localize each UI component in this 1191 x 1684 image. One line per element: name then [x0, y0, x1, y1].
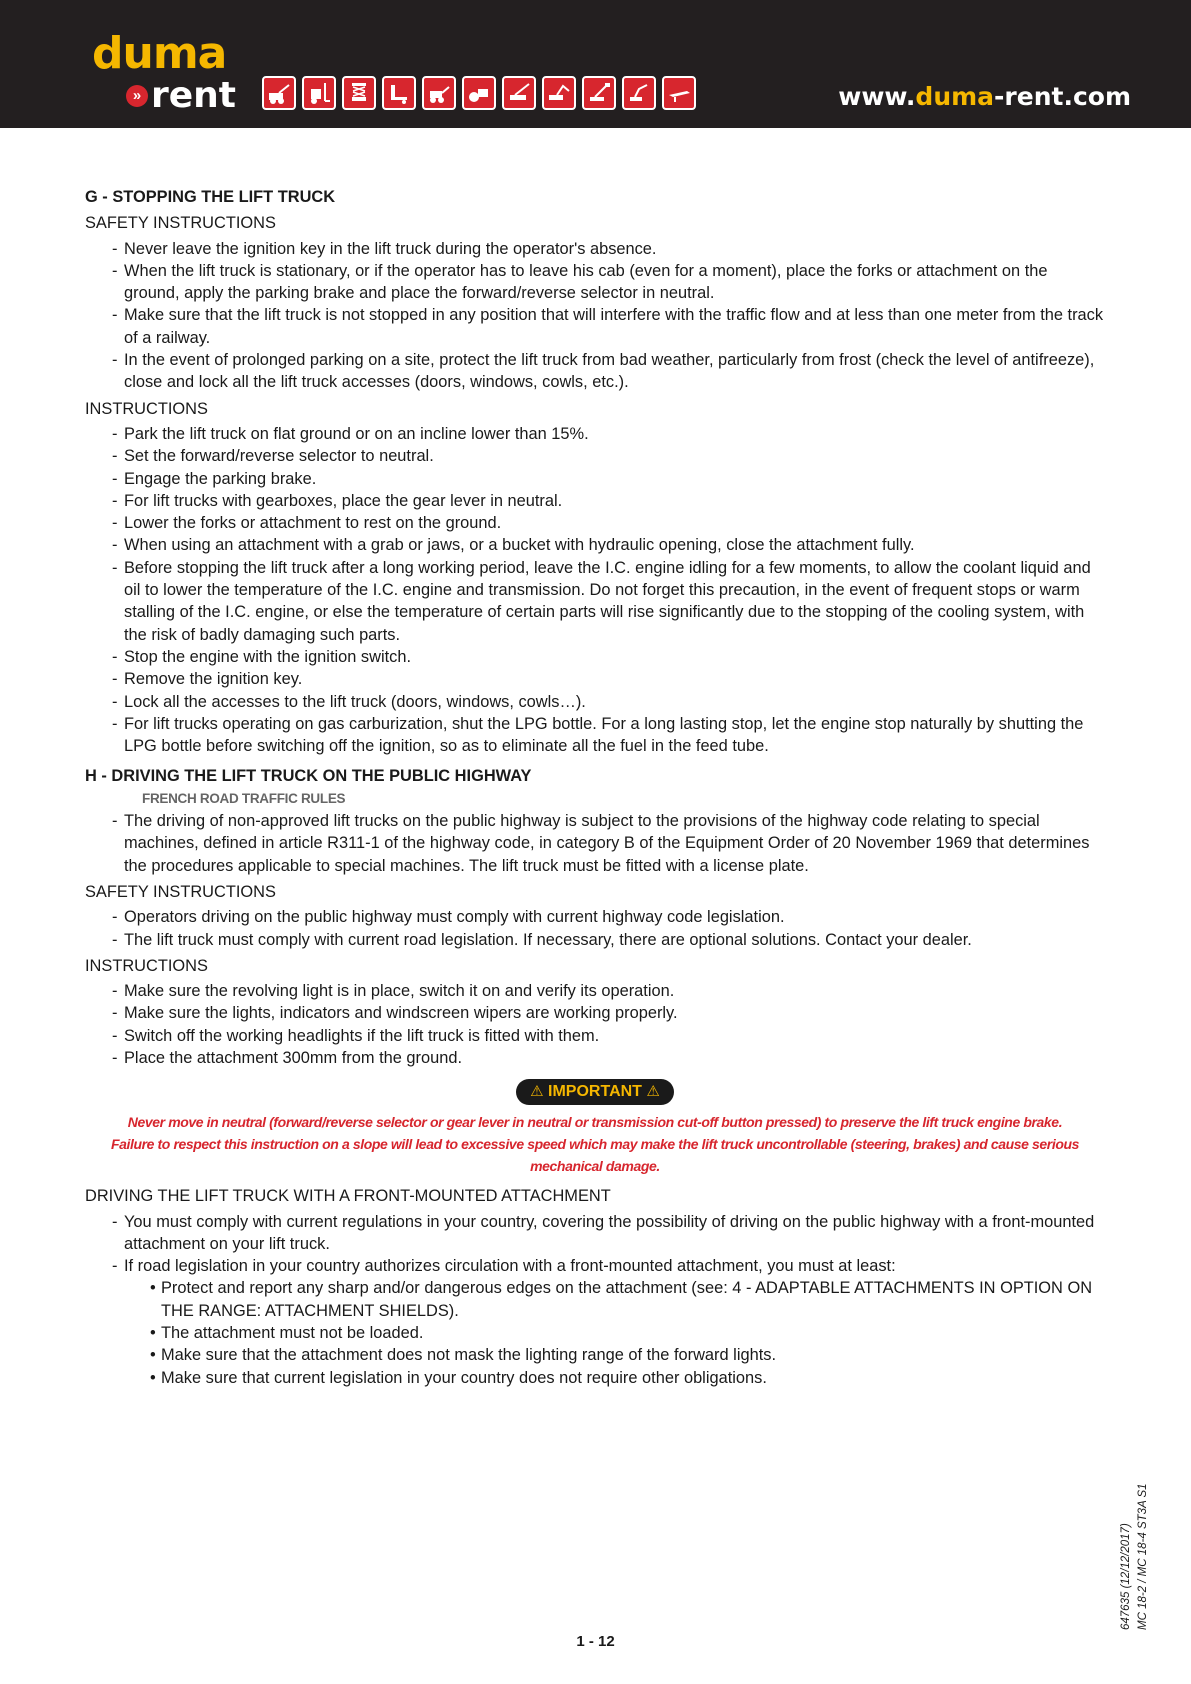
section-g-title: G - STOPPING THE LIFT TRUCK	[85, 188, 336, 206]
list-item: - Lock all the accesses to the lift truck (doors, windows, cowls…).	[112, 691, 1105, 713]
page-number: 1 - 12	[576, 1633, 615, 1650]
document-reference: 647635 (12/12/2017) MC 18-2 / MC 18-4 ST3A S1	[1120, 1483, 1149, 1630]
front-attachment-list	[112, 1211, 1105, 1389]
machine-icons-strip	[262, 76, 696, 112]
warning-triangle-icon: ⚠	[646, 1083, 660, 1101]
section-g-safety-label: SAFETY INSTRUCTIONS	[85, 214, 276, 233]
logo-rent-text: rent	[151, 75, 237, 116]
list-item: - You must comply with current regulations in your country, covering the possibility of driving on the public highway with a front-mounted attachment on your lift truck.	[112, 1211, 1105, 1256]
list-item: • Make sure that the attachment does not mask the lighting range of the forward lights.	[150, 1344, 1105, 1366]
section-g-instructions-list	[112, 423, 1105, 757]
list-item: - When using an attachment with a grab or jaws, or a bucket with hydraulic opening, close the attachment fully.	[112, 534, 1105, 556]
warning-text: Never move in neutral (forward/reverse selector or gear lever in neutral or transmission cut-off button pressed) to preserve the lift truck engine brake. Failure to respect this instruction on a slope will lead to excessive speed which may make the lift truck uncontrollable (steering, brakes) and cause serious mechanical damage.	[110, 1114, 1080, 1175]
compactor-icon	[462, 76, 496, 110]
list-item: - In the event of prolonged parking on a site, protect the lift truck from bad weather, particularly from frost (check the level of antifreeze), close and lock all the lift truck accesses (doors, windows, cowls, etc.).	[112, 349, 1105, 394]
french-rules-list	[112, 810, 1105, 877]
forklift-icon	[302, 76, 336, 110]
boom-lift-icon	[582, 76, 616, 110]
section-h-instructions-label: INSTRUCTIONS	[85, 956, 208, 975]
list-item: - The lift truck must comply with current road legislation. If necessary, there are optional solutions. Contact your dealer.	[112, 929, 1105, 951]
list-item: - Park the lift truck on flat ground or on an incline lower than 15%.	[112, 423, 1105, 445]
section-h-title: H - DRIVING THE LIFT TRUCK ON THE PUBLIC HIGHWAY	[85, 767, 532, 786]
list-item: - For lift trucks operating on gas carburization, shut the LPG bottle. For a long lasting stop, let the engine stop naturally by shutting the LPG bottle before switching off the ignition, so as to eliminate all the fuel in the feed tube.	[112, 713, 1105, 758]
front-attachment-label: DRIVING THE LIFT TRUCK WITH A FRONT-MOUNTED ATTACHMENT	[85, 1187, 611, 1206]
list-item: - Switch off the working headlights if the lift truck is fitted with them.	[112, 1025, 1105, 1047]
list-item: - The driving of non-approved lift trucks on the public highway is subject to the provisions of the highway code relating to special machines, defined in article R311-1 of the highway code, in category B of the Equipment Order of 20 November 1969 that determines the procedures applicable to special machines. The lift truck must be fitted with a license plate.	[112, 810, 1105, 877]
scissor-lift-icon	[342, 76, 376, 110]
list-item: - Remove the ignition key.	[112, 668, 1105, 690]
section-h-instructions-list	[112, 980, 1105, 1069]
telehandler-icon	[262, 76, 296, 110]
warning-triangle-icon: ⚠	[530, 1083, 544, 1101]
backhoe-icon	[422, 76, 456, 110]
list-item: - Operators driving on the public highway must comply with current highway code legislation.	[112, 906, 1105, 928]
logo-chevron-icon: »	[126, 85, 148, 107]
duma-rent-logo	[92, 28, 242, 116]
list-item: - Make sure the lights, indicators and windscreen wipers are working properly.	[112, 1002, 1105, 1024]
skid-icon	[662, 76, 696, 110]
list-item: - Never leave the ignition key in the lift truck during the operator's absence.	[112, 238, 1105, 260]
section-g-safety-list	[112, 238, 1105, 394]
website-url: www.duma-rent.com	[838, 82, 1131, 111]
list-item: - Lower the forks or attachment to rest on the ground.	[112, 512, 1105, 534]
list-item: - For lift trucks with gearboxes, place the gear lever in neutral.	[112, 490, 1105, 512]
list-item: • Make sure that current legislation in your country does not require other obligations.	[150, 1367, 1105, 1389]
excavator-icon	[542, 76, 576, 110]
section-g-instructions-label: INSTRUCTIONS	[85, 399, 208, 418]
list-item: - If road legislation in your country authorizes circulation with a front-mounted attachment, you must at least: • Protect and report any sharp and/or dangerous edges on the attachment (see: 4 - ADAPTABLE ATTACHMENTS IN OPTION ON THE RANGE: ATTACHMENT SHIELDS). • The attachment must not be loaded. • Make sure that the attachment does not mask the lighting range of the forward lights. • Make sure that current legislation in your country does not require other obligations.	[112, 1255, 1105, 1389]
list-item: • The attachment must not be loaded.	[150, 1322, 1105, 1344]
french-rules-label: FRENCH ROAD TRAFFIC RULES	[142, 790, 346, 806]
list-item: - Engage the parking brake.	[112, 468, 1105, 490]
logo-duma-text: duma	[92, 28, 227, 79]
front-attachment-sublist	[150, 1277, 1105, 1388]
section-h-safety-label: SAFETY INSTRUCTIONS	[85, 882, 276, 901]
list-item: - When the lift truck is stationary, or if the operator has to leave his cab (even for a moment), place the forks or attachment on the ground, apply the parking brake and place the forward/reverse selector in neutral.	[112, 260, 1105, 305]
pallet-truck-icon	[382, 76, 416, 110]
crane-icon	[502, 76, 536, 110]
document-body	[85, 186, 1105, 1389]
list-item: - Stop the engine with the ignition switch.	[112, 646, 1105, 668]
list-item: - Set the forward/reverse selector to neutral.	[112, 445, 1105, 467]
list-item: - Place the attachment 300mm from the ground.	[112, 1047, 1105, 1069]
articulating-boom-icon	[622, 76, 656, 110]
list-item: - Make sure the revolving light is in place, switch it on and verify its operation.	[112, 980, 1105, 1002]
page-header	[0, 0, 1191, 128]
section-h-safety-list	[112, 906, 1105, 951]
important-badge: ⚠ IMPORTANT ⚠	[516, 1079, 674, 1105]
list-item: - Make sure that the lift truck is not stopped in any position that will interfere with the traffic flow and at less than one meter from the track of a railway.	[112, 304, 1105, 349]
list-item: • Protect and report any sharp and/or dangerous edges on the attachment (see: 4 - ADAPTABLE ATTACHMENTS IN OPTION ON THE RANGE: ATTACHMENT SHIELDS).	[150, 1277, 1105, 1322]
list-item: - Before stopping the lift truck after a long working period, leave the I.C. engine idling for a few moments, to allow the coolant liquid and oil to lower the temperature of the I.C. engine and transmission. Do not forget this precaution, in the event of frequent stops or warm stalling of the I.C. engine, or else the temperature of certain parts will rise significantly due to the stopping of the cooling system, with the risk of badly damaging such parts.	[112, 557, 1105, 646]
